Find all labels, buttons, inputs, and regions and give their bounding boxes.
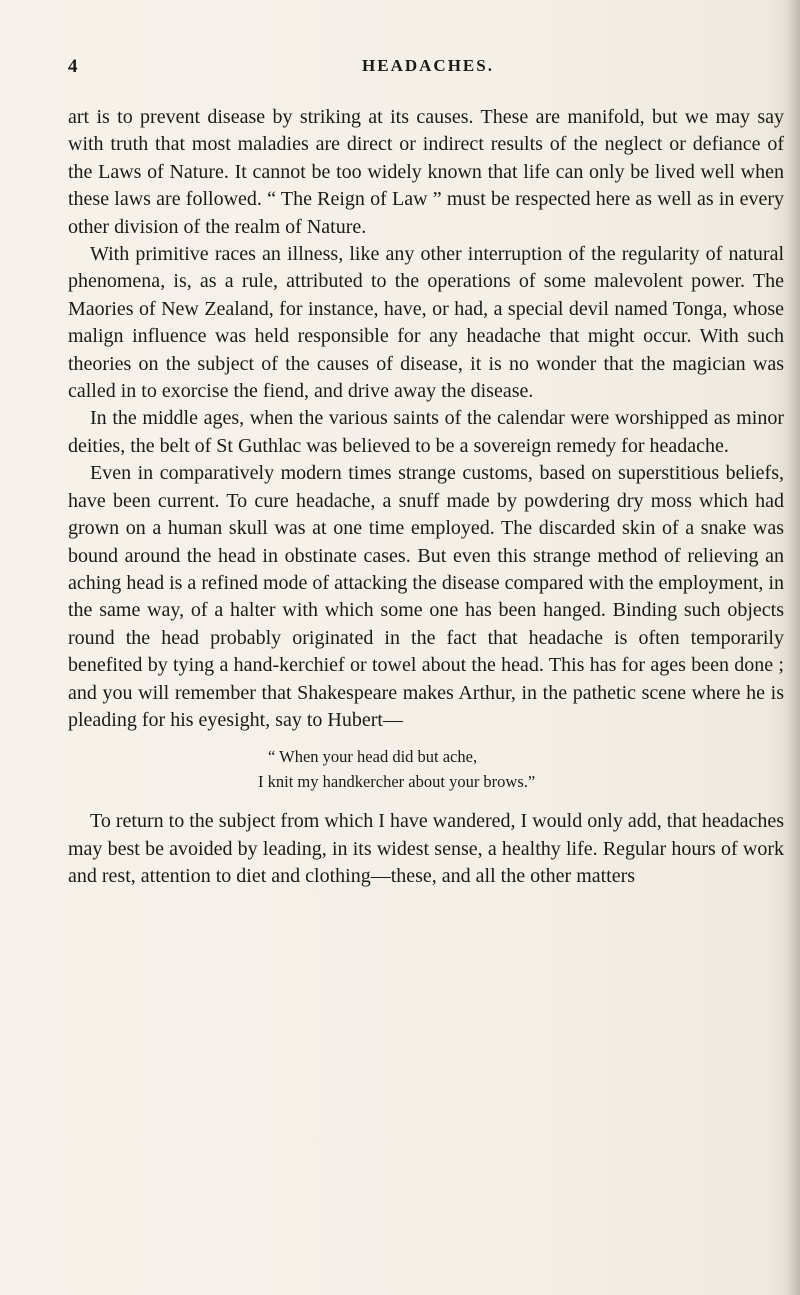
paragraph: art is to prevent disease by striking at its causes. These are manifold, but we may say with truth that most maladies are direct or indirect results of the neglect or defiance of the Laws of Nature. It cannot be too widely known that life can only be lived well when these laws are followed. “ The Reign of Law ” must be respected here as well as in every other division of the realm of Nature. [68,106,784,238]
page-edge-shadow [786,0,800,1295]
page-header [68,56,788,82]
paragraph: Even in comparatively modern times strange customs, based on superstitious beliefs, have been current. To cure headache, a snuff made by powdering dry moss which had grown on a human skull was at one time employed. The discarded skin of a snake was bound around the head in obstinate cases. But even this strange method of relieving an aching head is a refined mode of attacking the disease compared with the employment, in the same way, of a halter with which some one has been hanged. Binding such objects round the head probably originated in the fact that headache is often temporarily benefited by tying a hand-kerchief or towel about the head. This has for ages been done ; and you will remember that Shakespeare makes Arthur, in the pathetic scene where he is pleading for his eyesight, say to Hubert— [68,462,784,731]
closing-paragraph: To return to the subject from which I have wandered, I would only add, that headaches may best be avoided by leading, in its widest sense, a healthy life. Regular hours of work and rest, attention to diet and clothing—these, and all the other matters [68,810,784,888]
page-number: 4 [68,56,78,77]
paragraph: With primitive races an illness, like any other interruption of the regularity of natural phenomena, is, as a rule, attributed to the operations of some malevolent power. The Maories of New Zealand, for instance, have, or had, a special devil named Tonga, whose malign influence was held responsible for any headache that might occur. With such theories on the subject of the causes of disease, it is no wonder that the magician was called in to exorcise the fiend, and drive away the disease. [68,243,784,403]
running-head: HEADACHES. [362,56,494,75]
quote-line: “ When your head did but ache, [268,747,478,767]
verse-quote [68,744,784,794]
body-text [68,104,784,891]
quote-line: I knit my handkercher about your brows.” [258,772,536,792]
paragraph: In the middle ages, when the various saints of the calendar were worshipped as minor deities, the belt of St Guthlac was believed to be a sovereign remedy for headache. [68,407,784,457]
